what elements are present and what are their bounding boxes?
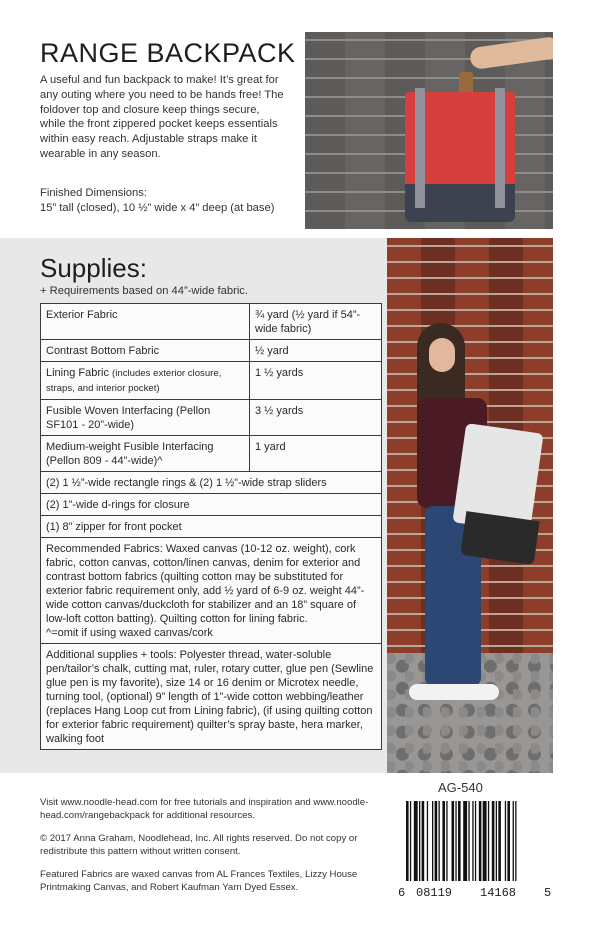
dims-value: 15” tall (closed), 10 ½” wide x 4” deep (at base) — [40, 201, 275, 214]
supply-item — [41, 362, 250, 400]
featured-fabrics-text: Featured Fabrics are waxed canvas from AL Frances Textiles, Lizzy House Printmaking Canvas, and Robert Kaufman Yarn Dyed Essex. — [40, 869, 358, 893]
supply-qty: 1 ½ yards — [250, 362, 382, 400]
table-row — [41, 472, 382, 494]
barcode-digit-left: 6 — [398, 886, 406, 900]
copyright-text: © 2017 Anna Graham, Noodlehead, Inc. All rights reserved. Do not copy or redistribute this pattern without written consent. — [40, 833, 358, 857]
sku-label: AG-540 — [438, 780, 483, 795]
finished-dimensions — [40, 186, 290, 216]
supply-item: Fusible Woven Interfacing (Pellon SF101 - 20”-wide) — [41, 400, 250, 436]
supply-hardware: (2) 1 ½”-wide rectangle rings & (2) 1 ½”-wide strap sliders — [41, 472, 382, 494]
supply-qty: ½ yard — [250, 340, 382, 362]
supply-qty: 3 ½ yards — [250, 400, 382, 436]
supplies-note: + Requirements based on 44”-wide fabric. — [40, 285, 249, 297]
dims-label: Finished Dimensions: — [40, 187, 147, 199]
table-row — [41, 340, 382, 362]
barcode — [406, 801, 550, 881]
supply-hardware: (2) 1”-wide d-rings for closure — [41, 494, 382, 516]
table-row — [41, 436, 382, 472]
table-row — [41, 304, 382, 340]
table-row — [41, 362, 382, 400]
supplies-table — [40, 303, 382, 750]
backpack-strap-left — [415, 88, 425, 208]
model-face — [429, 338, 455, 372]
description: A useful and fun backpack to make! It’s great for any outing where you need to be hands free! The foldover top and closure keep things secure, while the front zippered pocket keeps essentials within easy reach. Adjustable straps make it wearable in any season. — [40, 74, 284, 160]
recommended-fabrics — [41, 538, 382, 644]
table-row — [41, 538, 382, 644]
supply-item: Medium-weight Fusible Interfacing (Pellon 809 - 44”-wide)^ — [41, 436, 250, 472]
supply-item: Contrast Bottom Fabric — [41, 340, 250, 362]
barcode-digit-right: 5 — [544, 886, 552, 900]
supply-qty: 1 yard — [250, 436, 382, 472]
supply-item: Exterior Fabric — [41, 304, 250, 340]
additional-supplies: Additional supplies + tools: Polyester thread, water-soluble pen/tailor’s chalk, cutting mat, ruler, rotary cutter, glue pen (Sewline glue pen is my favorite), size 14 or 16 denim or Microtex needle, turning tool, (optional) 9” length of 1”-wide cotton webbing/leather (replaces Hang Loop cut from Lining fabric), (if using quilting cotton for exterior fabric requirement) quilter’s spray baste, hera marker, walking foot — [41, 644, 382, 750]
table-row — [41, 516, 382, 538]
barcode-digit-group2: 14168 — [480, 886, 517, 900]
recommended-text: Recommended Fabrics: Waxed canvas (10-12 oz. weight), cork fabric, cotton canvas, cotton/linen canvas, denim for exterior and contrast bottom fabrics (quilting cotton may be substituted for exterior fabric requirement only, add ½ yard of 6-9 oz. weight 44”-wide cotton canvas/duckcloth for stabilizer and an 18” square of low-loft cotton batting). Quilting cotton for lining fabric. — [46, 543, 365, 625]
table-row — [41, 644, 382, 750]
supply-item-main: Lining Fabric — [46, 367, 113, 379]
recommended-note: ^=omit if using waxed canvas/cork — [46, 627, 213, 639]
supplies-heading: Supplies: — [40, 253, 147, 283]
supply-item-detail: (includes exterior closure, straps, and interior pocket) — [46, 368, 222, 394]
model-shoes — [409, 684, 499, 700]
barcode-digit-group1: 08119 — [416, 886, 453, 900]
supply-hardware: (1) 8” zipper for front pocket — [41, 516, 382, 538]
table-row — [41, 400, 382, 436]
table-row — [41, 494, 382, 516]
visit-text: Visit www.noodle-head.com for free tutorials and inspiration and www.noodle-head.com/rangebackpack for additional resources. — [40, 797, 369, 821]
page-title: RANGE BACKPACK — [40, 38, 296, 68]
model-photo — [387, 238, 553, 773]
supply-qty: ¾ yard (½ yard if 54”-wide fabric) — [250, 304, 382, 340]
backpack-photo — [305, 32, 553, 229]
backpack-strap-right — [495, 88, 505, 208]
